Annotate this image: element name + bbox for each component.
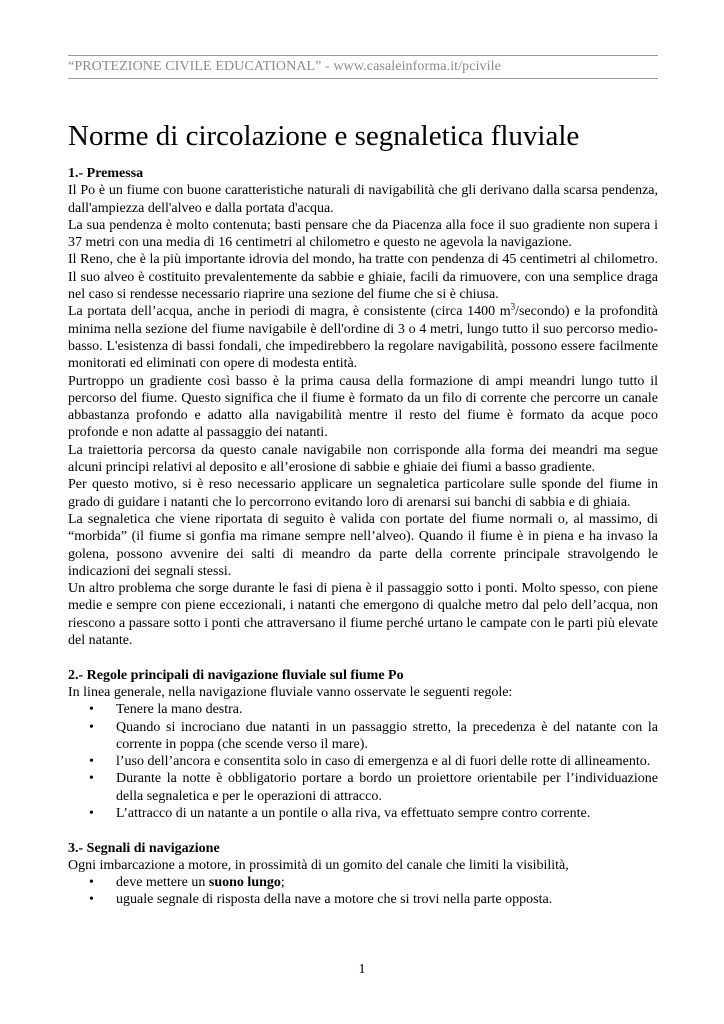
page-header — [68, 55, 658, 79]
paragraph — [68, 303, 658, 372]
header-text: “PROTEZIONE CIVILE EDUCATIONAL” - www.casaleinforma.it/pcivile — [68, 59, 501, 74]
paragraph: Un altro problema che sorge durante le fasi di piena è il passaggio sotto i ponti. Molto spesso, con piene medie e sempre con piene eccezionali, i natanti che emergono di qualche metro dal pelo dell’acqua, non riescono a passare sotto i ponti che attraversano il fiume perché urtano le campate con le parti più elevate del natante. — [68, 581, 658, 649]
list-item-text: ; — [280, 875, 285, 891]
spacer — [68, 649, 658, 666]
list-item — [68, 719, 658, 754]
bullet-icon: • — [89, 719, 94, 735]
paragraph: Per questo motivo, si è reso necessario applicare un segnaletica particolare sulle sponde del fiume in grado di guidare i natanti che lo percorrono evitando loro di arenarsi sui banchi di sabbia e di ghiaia. — [68, 477, 658, 510]
section-heading: 3.- Segnali di navigazione — [68, 840, 220, 856]
spacer — [68, 822, 658, 839]
list-item-text: Durante la notte è obbligatorio portare a bordo un proiettore orientabile per l’individuazione della segnaletica e per le operazioni di attracco. — [116, 771, 658, 804]
paragraph: La sua pendenza è molto contenuta; basti pensare che da Piacenza alla foce il suo gradiente non supera i 37 metri con una media di 16 centimetri al chilometro e questo ne agevola la navigazione. — [68, 217, 658, 251]
bullet-icon: • — [89, 702, 94, 718]
list-item — [68, 874, 658, 891]
list-item-text: l’uso dell’ancora e consentita solo in caso di emergenza e al di fuori delle rotte di allineamento. — [116, 754, 651, 770]
paragraph: Purtroppo un gradiente così basso è la prima causa della formazione di ampi meandri lungo tutto il percorso del fiume. Questo significa che il fiume è formato da un filo di corrente che percorre un canale abbastanza profondo e adatto alla navigabilità mentre il resto del fiume è formato da acque poco profonde e non adatte al passaggio dei natanti. — [68, 373, 658, 441]
bullet-icon: • — [89, 892, 94, 908]
paragraph: Il Reno, che è la più importante idrovia del mondo, ha tratte con pendenza di 45 centimetri al chilometro. Il suo alveo è costituito prevalentemente da sabbie e ghiaie, facili da rimuovere, con una semplice draga nel caso si rendesse necessario riaprire una sezione del fiume che si è chiusa. — [68, 252, 658, 303]
list-item-text: deve mettere un — [116, 875, 209, 891]
list-item — [68, 805, 658, 822]
paragraph: Il Po è un fiume con buone caratteristiche naturali di navigabilità che gli derivano dalla scarsa pendenza, dall'ampiezza dell'alveo e dalla portata d'acqua. — [68, 183, 658, 216]
document-body — [68, 165, 658, 909]
section-heading: 2.- Regole principali di navigazione fluviale sul fiume Po — [68, 667, 404, 683]
bullet-icon: • — [89, 754, 94, 770]
superscript: 3 — [510, 301, 516, 312]
bullet-icon: • — [89, 875, 94, 891]
section-heading: 1.- Premessa — [68, 166, 144, 181]
bullet-icon: • — [89, 805, 94, 821]
signals-list — [68, 874, 658, 909]
paragraph-text: /secondo) e la profondità minima nella sezione del fiume navigabile è dell'ordine di 3 o 4 metri, lungo tutto il suo percorso medio-basso. L'esistenza di bassi fondali, che impedirebbero la regolare navigabilità, possono essere facilmente monitorati ed eliminati con opere di modesta entità. — [68, 304, 659, 372]
section-regole — [68, 667, 658, 823]
paragraph: In linea generale, nella navigazione fluviale vanno osservate le seguenti regole: — [68, 684, 513, 700]
list-item-text: Tenere la mano destra. — [116, 702, 243, 718]
list-item-text: uguale segnale di risposta della nave a motore che si trovi nella parte opposta. — [116, 892, 553, 908]
list-item-text: Quando si incrociano due natanti in un passaggio stretto, la precedenza è del natante con la corrente in poppa (che scende verso il mare). — [116, 719, 658, 752]
page-title: Norme di circolazione e segnaletica fluviale — [68, 120, 580, 152]
list-item — [68, 753, 658, 770]
emphasis-text: suono lungo — [208, 875, 281, 891]
section-premessa — [68, 165, 658, 649]
paragraph: La traiettoria percorsa da questo canale navigabile non corrisponde alla forma dei meandri ma segue alcuni principi relativi al deposito e all’erosione di sabbie e ghiaie dei fiumi a basso gradiente. — [68, 442, 658, 476]
list-item — [68, 770, 658, 805]
page-number: 1 — [358, 962, 366, 977]
list-item — [68, 891, 658, 908]
paragraph: La segnaletica che viene riportata di seguito è valida con portate del fiume normali o, al massimo, di “morbida” (il fiume si gonfia ma rimane sempre nell’alveo). Quando il fiume è in piena e ha invaso la golena, possono avvenire dei salti di meandro da parte della corrente principale stravolgendo le indicazioni dei segnali stessi. — [68, 511, 658, 579]
paragraph: Ogni imbarcazione a motore, in prossimità di un gomito del canale che limiti la visibilità, — [68, 857, 569, 873]
paragraph-text: La portata dell’acqua, anche in periodi di magra, è consistente (circa 1400 m — [68, 304, 511, 320]
list-item-text: L’attracco di un natante a un pontile o alla riva, va effettuato sempre contro corrente. — [116, 805, 591, 821]
rules-list — [68, 701, 658, 822]
bullet-icon: • — [89, 771, 94, 787]
list-item — [68, 701, 658, 718]
section-segnali — [68, 840, 658, 909]
